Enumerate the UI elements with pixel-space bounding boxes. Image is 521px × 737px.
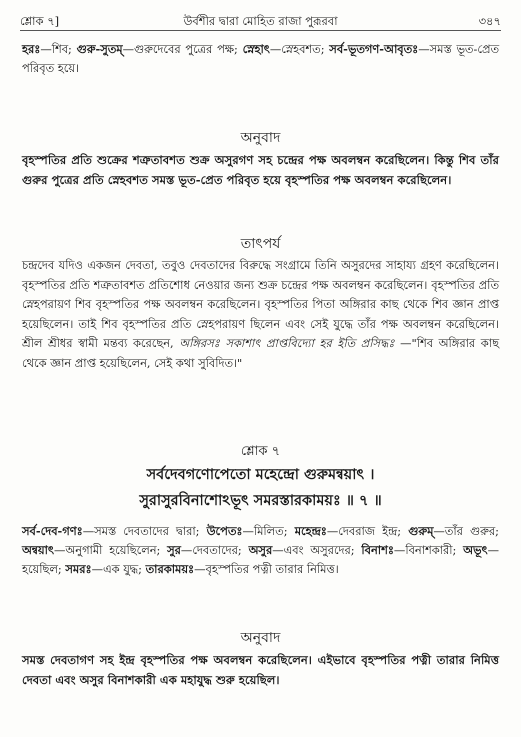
synonym-word: স্নেহাৎ <box>242 42 270 56</box>
verse-line-1: সর্বদেবগণোপেতো মহেন্দ্রো গুরুমন্বয়াৎ । <box>146 466 375 483</box>
synonyms-bottom <box>22 522 499 579</box>
verse-title: শ্লোক ৭ <box>240 444 281 459</box>
synonym-word: উপেতঃ <box>206 524 243 538</box>
synonym-word: সর্ব-ভূতগণ-আবৃতঃ <box>329 42 419 56</box>
synonym-meaning: —বৃহস্পতির পত্নী তারার নিমিত্ত। <box>194 562 339 576</box>
chapter-title: উর্বশীর দ্বারা মোহিত রাজা পুরূরবা <box>183 14 338 28</box>
translation-text: বৃহস্পতির প্রতি শুক্রের শত্রুতাবশত শুক্র অসুরগণ সহ চন্দ্রের পক্ষ অবলম্বন করেছিলেন। কিন্তু শিব তাঁর গুরুর পুত্রের প্রতি স্নেহবশত সমস্ত ভূত-প্রেত পরিবৃত হয়ে বৃহস্পতির পক্ষ অবলম্বন করেছিলেন। <box>22 153 499 187</box>
purport-quote-translation: —"শিব অঙ্গিরার কাছ থেকে জ্ঞান প্রাপ্ত হয়েছিলেন, সেই কথা সুবিদিত।" <box>22 336 499 370</box>
synonym-meaning: —সমস্ত দেবতাদের দ্বারা; <box>82 524 207 538</box>
header-rule <box>20 30 501 31</box>
synonym-word: অসুর <box>248 543 273 557</box>
synonym-word: মহেন্দ্রঃ <box>294 524 327 538</box>
synonym-word: তারকাময়ঃ <box>145 562 195 576</box>
synonym-word: বিনাশঃ <box>361 543 394 557</box>
synonym-meaning: —মিলিত; <box>242 524 295 538</box>
verse-line-2: সুরাসুরবিনাশোঽভূৎ সমরস্তারকাময়ঃ ॥ ৭ ॥ <box>139 492 382 509</box>
synonym-meaning: —গুরুদেবের পুত্রের পক্ষ; <box>122 42 243 56</box>
synonym-meaning: —তাঁর গুরুর; <box>433 524 499 538</box>
synonym-meaning: —হয়েছিল; <box>22 543 500 576</box>
verse-reference: শ্লোক ৭] <box>20 14 60 28</box>
synonym-meaning: —বিনাশকারী; <box>393 543 464 557</box>
synonym-word: সমরঃ <box>65 562 92 576</box>
synonym-word: হরঃ <box>22 42 41 56</box>
page-number: ৩৪৭ <box>478 14 501 28</box>
synonym-meaning: —স্নেহবশত; <box>269 42 330 56</box>
synonym-meaning: —এক যুদ্ধ; <box>91 562 146 576</box>
synonym-word: গুরুম্ <box>408 524 434 538</box>
synonym-meaning: —সমস্ত ভূত-প্রেত পরিবৃত হয়ে। <box>22 42 499 75</box>
purport-body: চন্দ্রদেব যদিও একজন দেবতা, তবুও দেবতাদের বিরুদ্ধে সংগ্রামে তিনি অসুরদের সাহায্য গ্রহণ করেছিলেন। বৃহস্পতির প্রতি শত্রুতাবশত প্রতিশোধ নেওয়ার জন্য শুক্র চন্দ্রের পক্ষ অবলম্বন করেছিলেন। বৃহস্পতির প্রতি স্নেহপরায়ণ শিব বৃহস্পতির পক্ষ অবলম্বন করেছিলেন। বৃহস্পতির পিতা অঙ্গিরার কাছ থেকে শিব জ্ঞান প্রাপ্ত হয়েছিলেন। তাই শিব বৃহস্পতির প্রতি স্নেহপরায়ণ ছিলেন এবং সেই যুদ্ধে তাঁর পক্ষ অবলম্বন করেছিলেন। শ্রীল শ্রীধর স্বামী মন্তব্য করেছেন, <box>22 258 499 350</box>
synonym-word: গুরু-সুতম্ <box>76 42 123 56</box>
translation-heading: অনুবাদ <box>240 130 281 146</box>
synonym-meaning: —দেবতাদের; <box>180 543 249 557</box>
synonym-meaning: —অনুগামী হয়েছিলেন; <box>54 543 168 557</box>
synonym-word: সর্ব-দেব-গণঃ <box>22 524 83 538</box>
purport-heading: তাৎপর্য <box>240 236 281 252</box>
translation-text-2: সমস্ত দেবতাগণ সহ ইন্দ্র বৃহস্পতির পক্ষ অবলম্বন করেছিলেন। এইভাবে বৃহস্পতির পত্নী তারার নিমিত্ত দেবতা এবং অসুর বিনাশকারী এক মহাযুদ্ধ শুরু হয়েছিল। <box>22 653 499 687</box>
synonyms-top <box>22 40 499 78</box>
synonym-meaning: —শিব; <box>40 42 77 56</box>
purport-sanskrit-quote: অঙ্গিরসঃ সকাশাৎ প্রাপ্তবিদ্যো হর ইতি প্রসিদ্ধঃ <box>179 336 395 350</box>
synonym-word: অভূৎ <box>463 543 488 557</box>
translation-heading-2: অনুবাদ <box>240 630 281 646</box>
synonym-word: অন্বয়াৎ <box>22 543 55 557</box>
purport-text <box>22 256 499 373</box>
synonym-meaning: —এবং অসুরদের; <box>272 543 362 557</box>
synonym-word: সুর <box>167 543 181 557</box>
running-header <box>20 10 501 32</box>
synonym-meaning: —দেবরাজ ইন্দ্র; <box>326 524 409 538</box>
